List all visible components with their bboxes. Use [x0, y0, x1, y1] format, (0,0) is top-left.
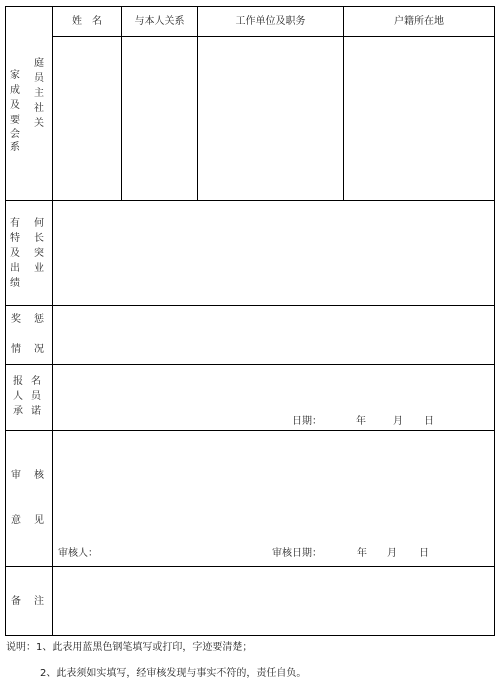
label-char: 承 [13, 406, 23, 417]
label-char: 社 [34, 103, 44, 114]
row-divider [5, 305, 495, 306]
form-bottom-border [5, 635, 495, 636]
signature-day-label: 日 [424, 416, 434, 427]
review-month-label: 月 [387, 548, 397, 559]
reviewer-label: 审核人： [58, 548, 98, 559]
label-char: 况 [34, 344, 44, 355]
label-char: 核 [34, 470, 44, 481]
label-char: 报 [13, 376, 23, 387]
label-char: 绩 [10, 278, 20, 289]
review-day-label: 日 [419, 548, 429, 559]
label-char: 出 [10, 263, 20, 274]
label-char: 员 [31, 391, 41, 402]
label-char: 奖 [11, 314, 21, 325]
label-char: 主 [34, 88, 44, 99]
row-divider [5, 364, 495, 365]
form-top-border [5, 6, 495, 7]
row-divider [5, 430, 495, 431]
label-char: 突 [34, 248, 44, 259]
label-char: 意 [11, 515, 21, 526]
label-char: 长 [34, 233, 44, 244]
family-column-divider [121, 6, 122, 201]
form-left-border [5, 6, 6, 636]
family-column-divider [343, 6, 344, 201]
review-year-label: 年 [357, 548, 367, 559]
label-char: 业 [34, 263, 44, 274]
instruction-note-2: 2、此表须如实填写，经审核发现与事实不符的，责任自负。 [40, 668, 307, 679]
label-char: 及 [10, 248, 20, 259]
label-char: 系 [10, 142, 20, 153]
label-char: 情 [11, 344, 21, 355]
label-char: 人 [13, 391, 23, 402]
signature-month-label: 月 [393, 416, 403, 427]
header-household-registration: 户籍所在地 [394, 16, 444, 27]
label-char: 家 [10, 70, 20, 81]
signature-date-label: 日期： [292, 416, 322, 427]
label-char: 名 [31, 376, 41, 387]
label-char: 注 [34, 596, 44, 607]
label-char: 员 [34, 73, 44, 84]
label-char: 特 [10, 233, 20, 244]
label-column-divider [52, 6, 53, 636]
header-workplace-position: 工作单位及职务 [235, 16, 306, 27]
row-divider [5, 200, 495, 201]
label-char: 诺 [31, 406, 41, 417]
label-char: 庭 [34, 58, 44, 69]
label-char: 有 [10, 218, 20, 229]
label-char: 成 [10, 85, 20, 96]
label-char: 备 [11, 596, 21, 607]
header-relationship: 与本人关系 [134, 16, 185, 27]
header-name: 姓 名 [72, 16, 102, 27]
form-right-border [494, 6, 495, 636]
family-header-rule [52, 36, 495, 37]
label-char: 惩 [34, 314, 44, 325]
signature-year-label: 年 [356, 416, 366, 427]
label-char: 见 [34, 515, 44, 526]
row-divider [5, 566, 495, 567]
review-date-label: 审核日期： [272, 548, 322, 559]
label-char: 会 [10, 129, 20, 140]
label-char: 要 [10, 115, 20, 126]
label-char: 审 [11, 470, 21, 481]
label-char: 何 [34, 218, 44, 229]
family-column-divider [197, 6, 198, 201]
label-char: 及 [10, 100, 20, 111]
instruction-note-1: 说明：1、此表用蓝黑色钢笔填写或打印，字迹要清楚； [6, 642, 253, 653]
label-char: 关 [34, 118, 44, 129]
